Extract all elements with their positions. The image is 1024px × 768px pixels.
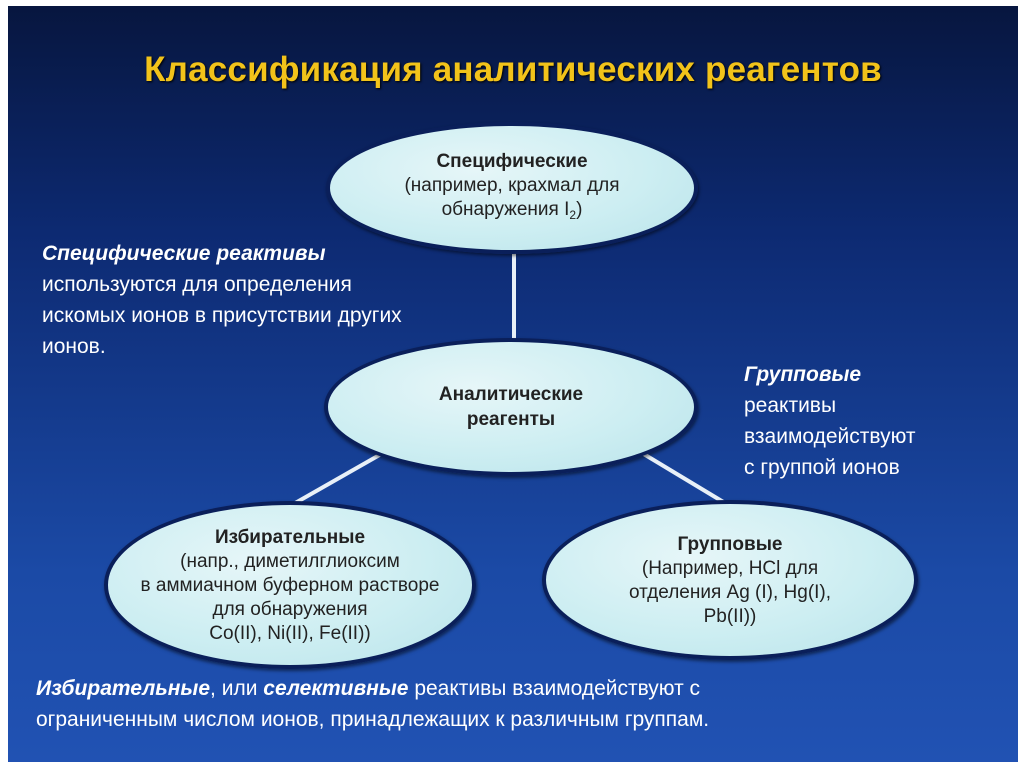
note-specific-line3: ионов. <box>42 335 106 358</box>
note-selective-text2: реактивы взаимодействуют с <box>408 677 701 700</box>
node-specific <box>326 122 698 254</box>
note-group-line2: взаимодействуют <box>744 425 916 448</box>
node-specific-title: Специфические <box>436 151 588 172</box>
note-specific <box>42 238 512 362</box>
node-analytical-title-line1: Аналитические <box>438 384 584 405</box>
note-group-line1: реактивы <box>744 394 837 417</box>
slide <box>8 6 1018 762</box>
note-selective-term1: Избирательные <box>36 677 211 700</box>
connector-analytical-group <box>642 453 730 506</box>
node-specific-line1: (например, крахмал для <box>404 175 620 196</box>
node-analytical-title-line2: реагенты <box>466 409 556 430</box>
note-group-line3: с группой ионов <box>744 456 900 479</box>
node-selective-title: Избирательные <box>214 526 366 548</box>
node-selective-line2: в аммиачном буферном растворе <box>140 574 440 596</box>
note-specific-term: Специфические реактивы <box>42 242 326 265</box>
node-selective-line1: (напр., диметилглиоксим <box>180 550 400 572</box>
note-specific-line2: искомых ионов в присутствии других <box>42 304 402 327</box>
note-group-term: Групповые <box>744 363 862 386</box>
note-selective-line1 <box>36 673 996 704</box>
connector-analytical-selective <box>290 453 383 506</box>
note-selective-term2: селективные <box>263 677 409 700</box>
node-selective <box>104 501 476 669</box>
node-group-line1: (Например, HCl для <box>641 557 819 579</box>
node-specific-line2-sub: 2 <box>569 208 577 222</box>
node-specific-line2-suffix: ) <box>576 199 583 220</box>
note-specific-line1: используются для определения <box>42 273 352 296</box>
note-group <box>744 359 994 483</box>
node-specific-line2-prefix: обнаружения I <box>441 199 570 220</box>
node-group <box>542 500 918 660</box>
node-specific-line2 <box>442 198 583 227</box>
note-selective-line2: ограниченным числом ионов, принадлежащих к различным группам. <box>36 708 710 731</box>
node-group-line3: Pb(II)) <box>703 605 757 627</box>
node-group-line2: отделения Ag (I), Hg(I), <box>628 581 832 603</box>
node-selective-line4: Co(II), Ni(II), Fe(II)) <box>209 622 371 644</box>
note-selective-text1: , или <box>210 677 264 700</box>
node-group-title: Групповые <box>677 533 783 555</box>
slide-title: Классификация аналитических реагентов <box>144 50 882 89</box>
node-selective-line3: для обнаружения <box>212 598 368 620</box>
note-selective <box>36 673 996 735</box>
